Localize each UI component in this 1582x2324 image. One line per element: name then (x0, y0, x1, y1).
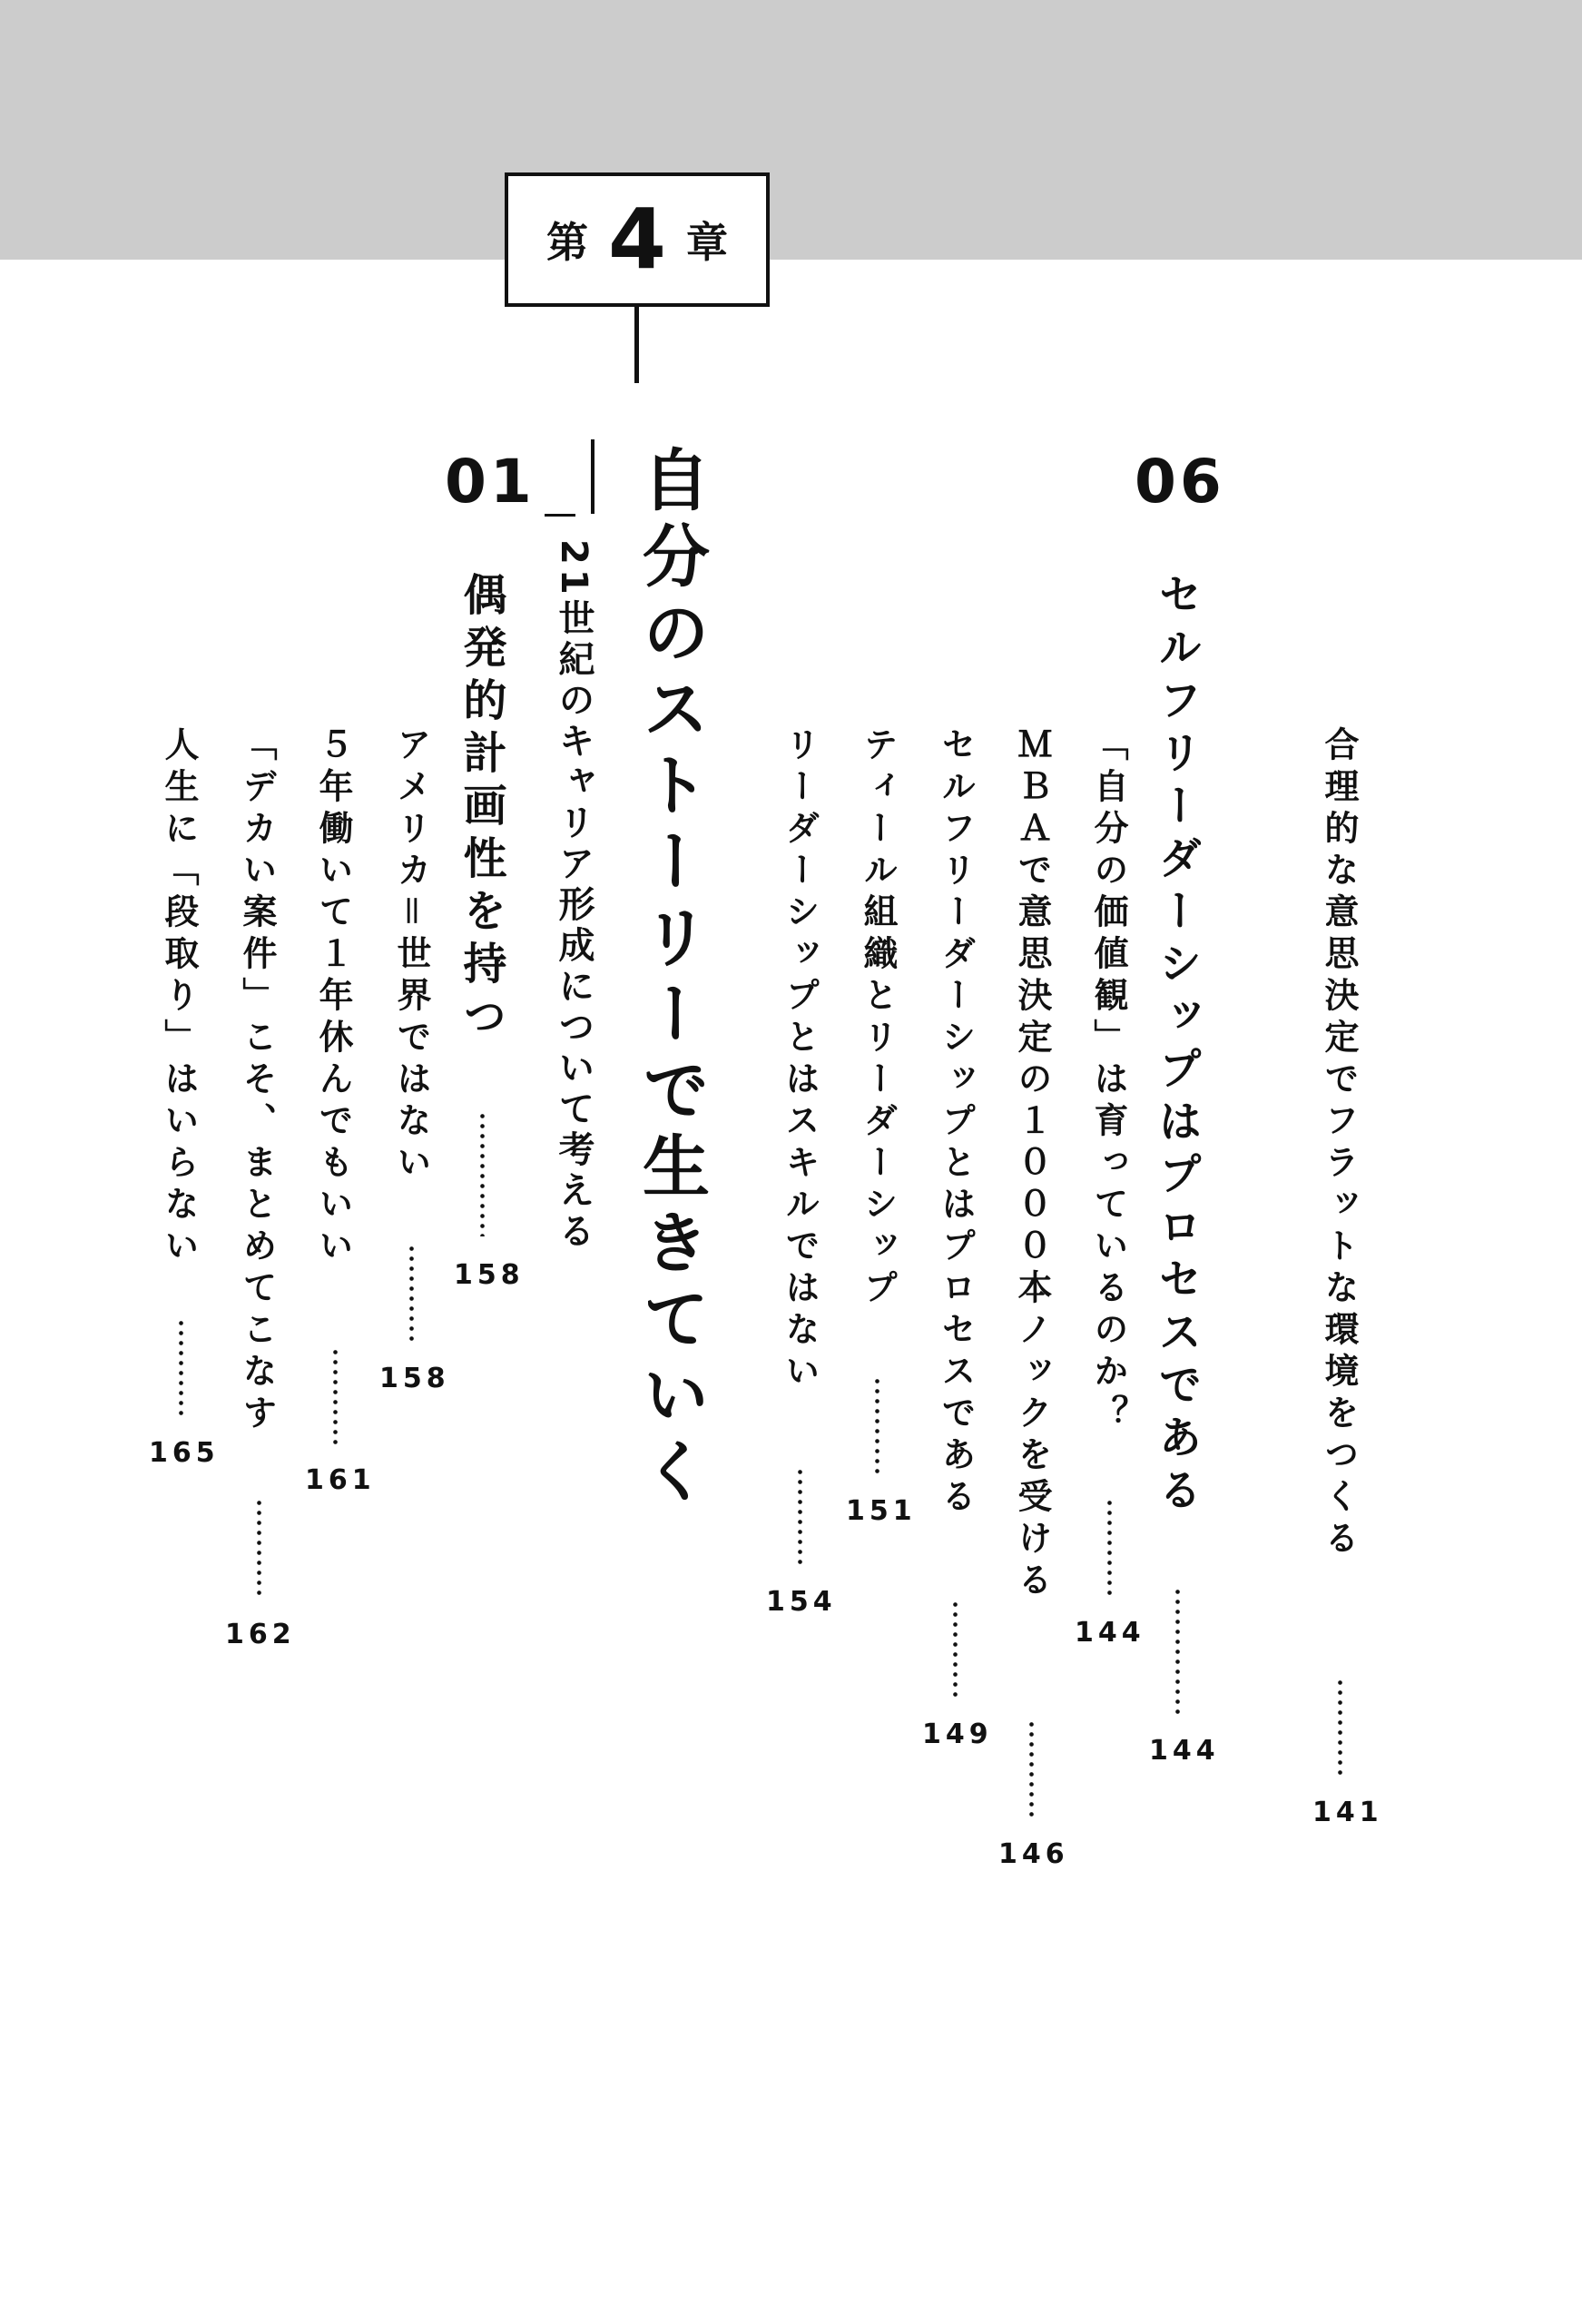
page-number: 149 (922, 1718, 993, 1750)
toc-entry[interactable]: リーダーシップとはスキルではない (780, 726, 820, 1394)
toc-entry[interactable]: ティール組織とリーダーシップ (858, 726, 898, 1311)
chapter-label (505, 172, 770, 307)
leader-dots (257, 1498, 261, 1598)
leader-dots (409, 1244, 414, 1344)
toc-entry[interactable]: セルフリーダーシップとはプロセスである (936, 726, 976, 1520)
leader-dots (875, 1376, 879, 1476)
page-number: 144 (1075, 1617, 1145, 1649)
toc-entry[interactable]: ＭＢＡで意思決定の１０００本ノックを受ける (1012, 726, 1052, 1603)
leader-dots (1338, 1678, 1342, 1777)
toc-entry[interactable]: 「デカい案件」こそ、まとめてこなす (237, 726, 277, 1436)
leader-dots (798, 1467, 802, 1567)
page-number: 146 (998, 1838, 1069, 1870)
page-number: 158 (379, 1363, 450, 1394)
leader-dots (179, 1318, 183, 1418)
leader-dots (333, 1347, 338, 1447)
page-number: 158 (454, 1259, 525, 1291)
toc-entry[interactable]: 「自分の価値観」は育っているのか？ (1088, 726, 1128, 1436)
page-number: 151 (846, 1495, 917, 1527)
page-number: 141 (1312, 1797, 1383, 1828)
section-heading-01[interactable]: 偶発的計画性を持つ (456, 572, 506, 1046)
leader-dots (1107, 1498, 1112, 1598)
section-heading-06[interactable]: セルフリーダーシップはプロセスである (1151, 572, 1202, 1520)
chapter-connector-line (634, 307, 639, 383)
title-rule (591, 439, 594, 514)
leader-dots (1029, 1719, 1034, 1819)
toc-entry[interactable]: ５年働いて１年休んでもいい (313, 726, 353, 1269)
section-number-06: 06 (1135, 447, 1225, 517)
page-number: 161 (305, 1464, 376, 1496)
leader-dots (480, 1111, 485, 1236)
part-title: 自分のストーリーで生きていく (632, 445, 710, 1512)
leader-dots (953, 1600, 958, 1699)
toc-entry[interactable]: 合理的な意思決定でフラットな環境をつくる (1319, 726, 1359, 1561)
chapter-suffix: 章 (686, 218, 728, 267)
page-number: 165 (149, 1437, 220, 1469)
chapter-prefix: 第 (545, 218, 588, 267)
leader-dots (1175, 1587, 1180, 1714)
subtitle-rule (545, 514, 575, 517)
page-number: 162 (225, 1619, 296, 1650)
chapter-number: 4 (607, 191, 666, 288)
section-number-01: 01 (445, 447, 536, 517)
part-subtitle: 21世紀のキャリア形成について考える (553, 539, 594, 1253)
page-number: 154 (766, 1586, 837, 1618)
header-band (0, 0, 1582, 260)
toc-entry[interactable]: 人生に「段取り」はいらない (159, 726, 199, 1269)
page-number: 144 (1149, 1735, 1220, 1767)
toc-entry[interactable]: アメリカ＝世界ではない (391, 726, 431, 1187)
